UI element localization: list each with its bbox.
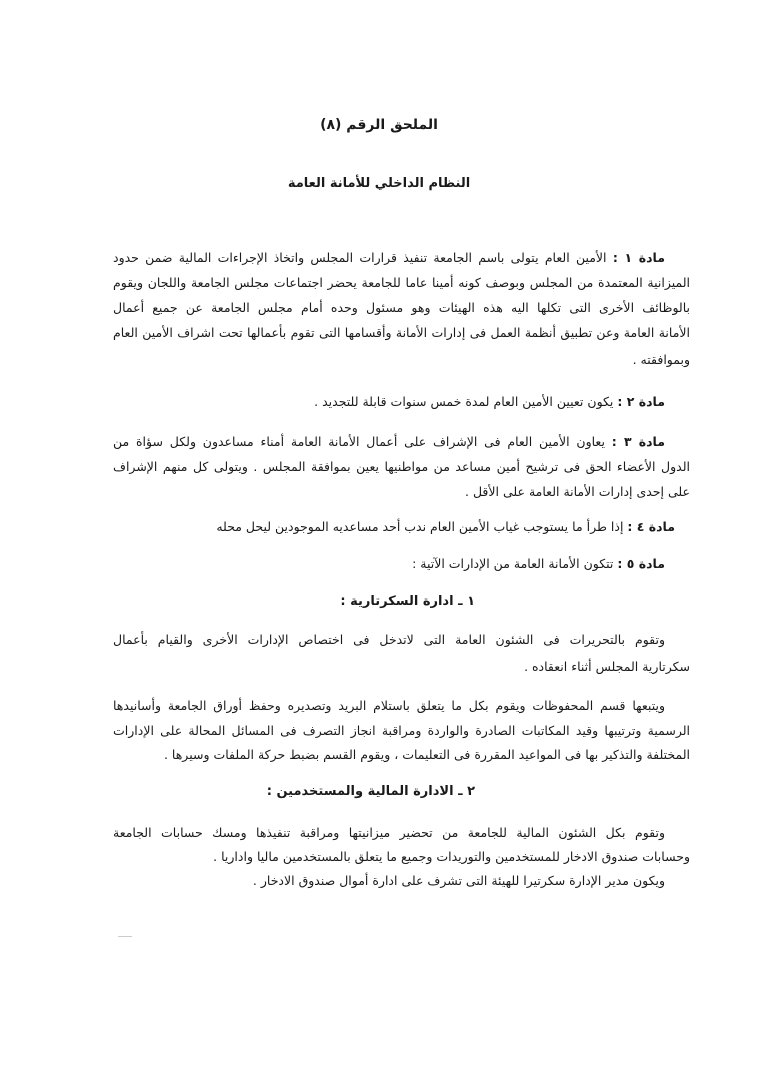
paragraph-line: الرسمية وترتيبها وقيد المكاتبات الصادرة والواردة ومراقبة انجاز التصرف فى المسائل المحالة على الإدارات: [113, 723, 690, 738]
article-5: [412, 554, 665, 574]
article-text: إذا طرأ ما يستوجب غياب الأمين العام ندب أحد مساعديه الموجودين ليحل محله: [216, 519, 624, 534]
article-text: الأمين العام يتولى باسم الجامعة تنفيذ قرارات المجلس واتخاذ الإجراءات المالية ضمن حدود: [113, 250, 607, 265]
article-text: تتكون الأمانة العامة من الإدارات الآتية :: [412, 556, 614, 571]
article-label: مادة ٤ :: [627, 519, 675, 534]
article-line: بالوظائف الأخرى التى تكلها اليه هذه الهيئات وهو مسئول وحده أمام مجلس الجامعة عن جميع أعمال: [113, 300, 690, 315]
paragraph-line: وتقوم بالتحريرات فى الشئون العامة التى لاتدخل فى اختصاص الإدارات الأخرى والقيام بأعمال: [113, 632, 665, 647]
article-4: [216, 517, 675, 537]
paragraph-line: وتقوم بكل الشئون المالية للجامعة من تحضير ميزانيتها ومراقبة تنفيذها ومسك حسابات الجامعة: [113, 825, 665, 840]
paragraph-line: سكرتارية المجلس أثناء انعقاده .: [524, 659, 690, 674]
article-text: يكون تعيين الأمين العام لمدة خمس سنوات قابلة للتجديد .: [314, 394, 614, 409]
section-heading: ٢ ـ الادارة المالية والمستخدمين :: [266, 784, 475, 799]
paragraph-line: ويتبعها قسم المحفوظات ويقوم بكل ما يتعلق باستلام البريد وتصديره وحفظ أوراق الجامعة وأسانيدها: [113, 698, 665, 713]
section-heading: ١ ـ ادارة السكرتارية :: [340, 594, 475, 609]
paragraph-line: وحسابات صندوق الادخار للمستخدمين والتوريدات وجميع ما يتعلق بالمستخدمين ماليا واداريا .: [213, 849, 690, 864]
article-line: على إحدى إدارات الأمانة العامة على الأقل .: [465, 484, 690, 499]
article-line: الأمانة العامة وعن تطبيق أنظمة العمل فى إدارات الأمانة وأقسامها التى تقوم بأعمالها تحت اشراف الأمين العام: [113, 325, 690, 340]
article-label: مادة ٥ :: [617, 556, 665, 571]
document-subtitle: النظام الداخلي للأمانة العامة: [287, 176, 471, 191]
article-2: [314, 392, 665, 412]
page-title: الملحق الرقم (٨): [320, 117, 438, 133]
paragraph-line: ويكون مدير الإدارة سكرتيرا للهيئة التى تشرف على ادارة أموال صندوق الادخار .: [252, 873, 665, 888]
article-line: [113, 248, 665, 268]
article-label: مادة ٢ :: [617, 394, 665, 409]
article-label: مادة ٣ :: [611, 434, 665, 449]
article-text: يعاون الأمين العام فى الإشراف على أعمال الأمانة العامة أمناء مساعدون ولكل سؤاة من: [113, 434, 605, 449]
article-label: مادة ١ :: [612, 250, 665, 265]
article-line: الدول الأعضاء الحق فى ترشيح أمين مساعد من مواطنيها يعين بموافقة المجلس . ويتولى كل منهم الإشراف: [113, 459, 690, 474]
article-line: وبموافقته .: [632, 352, 690, 367]
paragraph-line: المختلفة والتذكير بها فى المواعيد المقررة فى التعليمات ، ويقوم القسم بضبط حركة الملفات وسيرها .: [163, 747, 690, 762]
article-line: [113, 432, 665, 452]
article-line: الميزانية المعتمدة من المجلس وبوصف كونه أمينا عاما للجامعة يحضر اجتماعات مجلس الجامعة واللجان ويقوم: [113, 275, 690, 290]
scan-mark: [118, 936, 132, 937]
